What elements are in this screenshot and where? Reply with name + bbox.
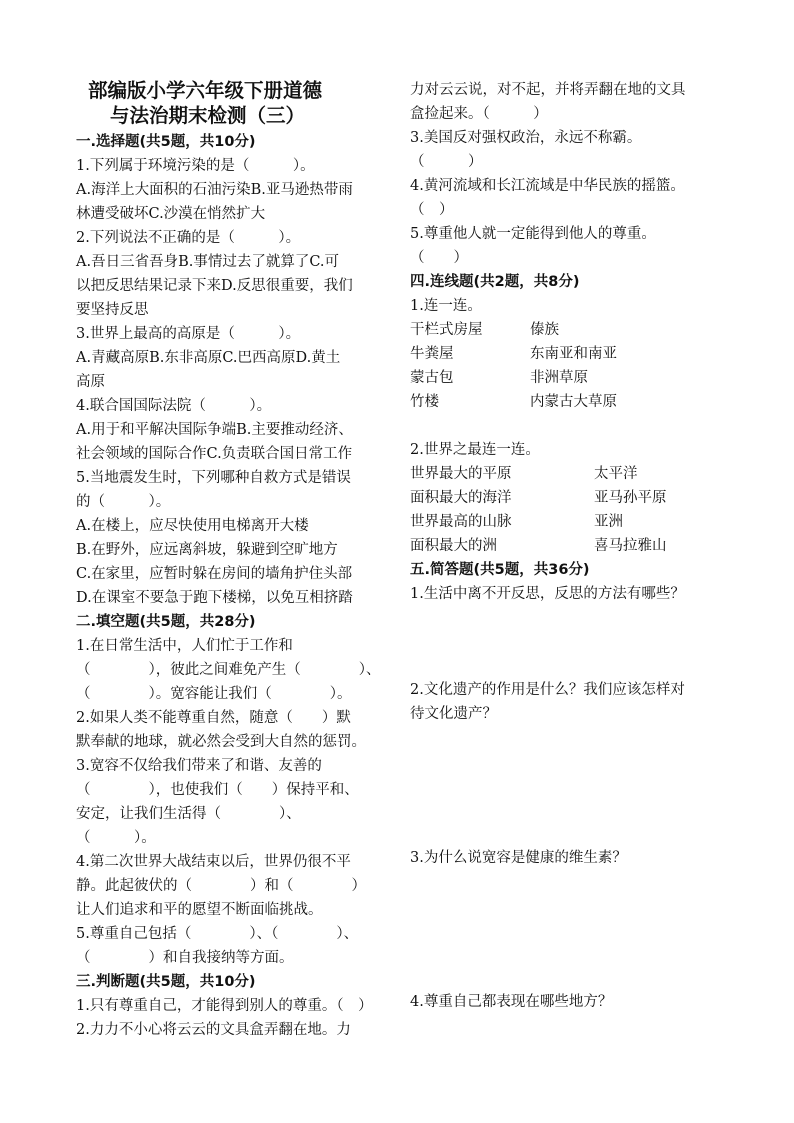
match-left-item: 牛粪屋	[410, 346, 454, 362]
match-right-item: 太平洋	[594, 466, 638, 482]
section-heading-fill: 二.填空题(共5题，共28分)	[76, 614, 256, 630]
match-right-item: 非洲草原	[530, 370, 588, 386]
spacer	[410, 414, 730, 438]
section-heading-judge: 三.判断题(共5题，共10分)	[76, 974, 256, 990]
match-right-item: 东南亚和南亚	[530, 346, 617, 362]
answer-space	[410, 942, 730, 990]
fill-line: （ ）。宽容能让我们（ ）。	[76, 686, 352, 702]
choice-line: A.海洋上大面积的石油污染B.亚马逊热带雨	[76, 182, 353, 198]
answer-space	[410, 798, 730, 846]
match-left-item: 面积最大的海洋	[410, 490, 512, 506]
short-question: 2.文化遗产的作用是什么？我们应该怎样对	[410, 682, 685, 698]
match-left-item: 干栏式房屋	[410, 322, 483, 338]
short-question: 3.为什么说宽容是健康的维生素？	[410, 850, 627, 866]
choice-line: 以把反思结果记录下来D.反思很重要，我们	[76, 278, 353, 294]
section-heading-short: 五.简答题(共5题，共36分)	[410, 562, 590, 578]
fill-line: 静。此起彼伏的（ ）和（ ）	[76, 878, 366, 894]
judge-line: 力对云云说，对不起，并将弄翻在地的文具	[410, 82, 686, 98]
section-heading-choice: 一.选择题(共5题，共10分)	[76, 134, 256, 150]
judge-line: 2.力力不小心将云云的文具盒弄翻在地。力	[76, 1022, 351, 1038]
judge-line: 盒捡起来。（ ）	[410, 106, 548, 122]
match-left-item: 竹楼	[410, 394, 439, 410]
answer-space	[410, 606, 730, 678]
fill-line: （ ），彼此之间难免产生（ ）、	[76, 662, 381, 678]
match-pair	[410, 462, 730, 486]
match-right-item: 傣族	[530, 322, 559, 338]
match-right-item: 喜马拉雅山	[594, 538, 667, 554]
judge-line: （ ）	[410, 202, 454, 218]
match-left-item: 世界最高的山脉	[410, 514, 512, 530]
match-pair	[410, 390, 730, 414]
match-left-item: 面积最大的洲	[410, 538, 497, 554]
choice-line: 2.下列说法不正确的是（ ）。	[76, 230, 301, 246]
choice-line: A.青藏高原B.东非高原C.巴西高原D.黄土	[76, 350, 341, 366]
choice-line: A.吾日三省吾身B.事情过去了就算了C.可	[76, 254, 340, 270]
choice-line: 4.联合国国际法院（ ）。	[76, 398, 272, 414]
fill-line: 默奉献的地球，就必然会受到大自然的惩罚。	[76, 734, 366, 750]
match-right-item: 亚洲	[594, 514, 623, 530]
match-left-item: 世界最大的平原	[410, 466, 512, 482]
section-heading-match: 四.连线题(共2题，共8分)	[410, 274, 580, 290]
match-left-item: 蒙古包	[410, 370, 454, 386]
choice-line: 3.世界上最高的高原是（ ）。	[76, 326, 301, 342]
fill-line: 安定，让我们生活得（ ）、	[76, 806, 301, 822]
judge-line: （ ）	[410, 250, 468, 266]
choice-line: 要坚持反思	[76, 302, 149, 318]
match-pair	[410, 342, 730, 366]
fill-line: （ ）和自我接纳等方面。	[76, 950, 294, 966]
choice-line: 1.下列属于环境污染的是（ ）。	[76, 158, 315, 174]
match-q2-label: 2.世界之最连一连。	[410, 442, 540, 458]
answer-space	[410, 870, 730, 942]
page-title-line-1: 部编版小学六年级下册道德	[88, 79, 323, 102]
match-pair	[410, 366, 730, 390]
judge-line: 1.只有尊重自己，才能得到别人的尊重。（ ）	[76, 998, 373, 1014]
judge-line: 4.黄河流域和长江流域是中华民族的摇篮。	[410, 178, 685, 194]
judge-line: 5.尊重他人就一定能得到他人的尊重。	[410, 226, 656, 242]
short-question: 待文化遗产？	[410, 706, 497, 722]
left-column	[76, 78, 386, 1042]
choice-line: D.在课室不要急于跑下楼梯，以免互相挤踏	[76, 590, 353, 606]
match-pair	[410, 534, 730, 558]
fill-line: （ ）。	[76, 830, 156, 846]
right-column	[410, 78, 730, 1014]
choice-line: B.在野外，应远离斜坡，躲避到空旷地方	[76, 542, 338, 558]
choice-line: 高原	[76, 374, 105, 390]
match-pair	[410, 318, 730, 342]
fill-line: 3.宽容不仅给我们带来了和谐、友善的	[76, 758, 322, 774]
match-q1-label: 1.连一连。	[410, 298, 482, 314]
choice-line: A.在楼上，应尽快使用电梯离开大楼	[76, 518, 309, 534]
short-question: 1.生活中离不开反思，反思的方法有哪些？	[410, 586, 685, 602]
match-pair	[410, 486, 730, 510]
judge-line: 3.美国反对强权政治，永远不称霸。	[410, 130, 642, 146]
match-right-item: 亚马孙平原	[594, 490, 667, 506]
fill-line: 5.尊重自己包括（ ）、（ ）、	[76, 926, 359, 942]
match-right-item: 内蒙古大草原	[530, 394, 617, 410]
judge-line: （ ）	[410, 154, 483, 170]
answer-space	[410, 726, 730, 798]
choice-line: 社会领域的国际合作C.负责联合国日常工作	[76, 446, 353, 462]
fill-line: 4.第二次世界大战结束以后，世界仍很不平	[76, 854, 351, 870]
fill-line: 2.如果人类不能尊重自然，随意（ ）默	[76, 710, 351, 726]
choice-line: C.在家里，应暂时躲在房间的墙角护住头部	[76, 566, 353, 582]
choice-line: A.用于和平解决国际争端B.主要推动经济、	[76, 422, 353, 438]
choice-line: 5.当地震发生时，下列哪种自救方式是错误	[76, 470, 351, 486]
choice-line: 林遭受破坏C.沙漠在悄然扩大	[76, 206, 266, 222]
choice-line: 的（ ）。	[76, 494, 171, 510]
fill-line: 让人们追求和平的愿望不断面临挑战。	[76, 902, 323, 918]
short-question: 4.尊重自己都表现在哪些地方？	[410, 994, 613, 1010]
page-title-line-2: 与法治期末检测（三）	[110, 104, 306, 127]
fill-line: 1.在日常生活中，人们忙于工作和	[76, 638, 293, 654]
match-pair	[410, 510, 730, 534]
fill-line: （ ），也使我们（ ）保持平和、	[76, 782, 359, 798]
